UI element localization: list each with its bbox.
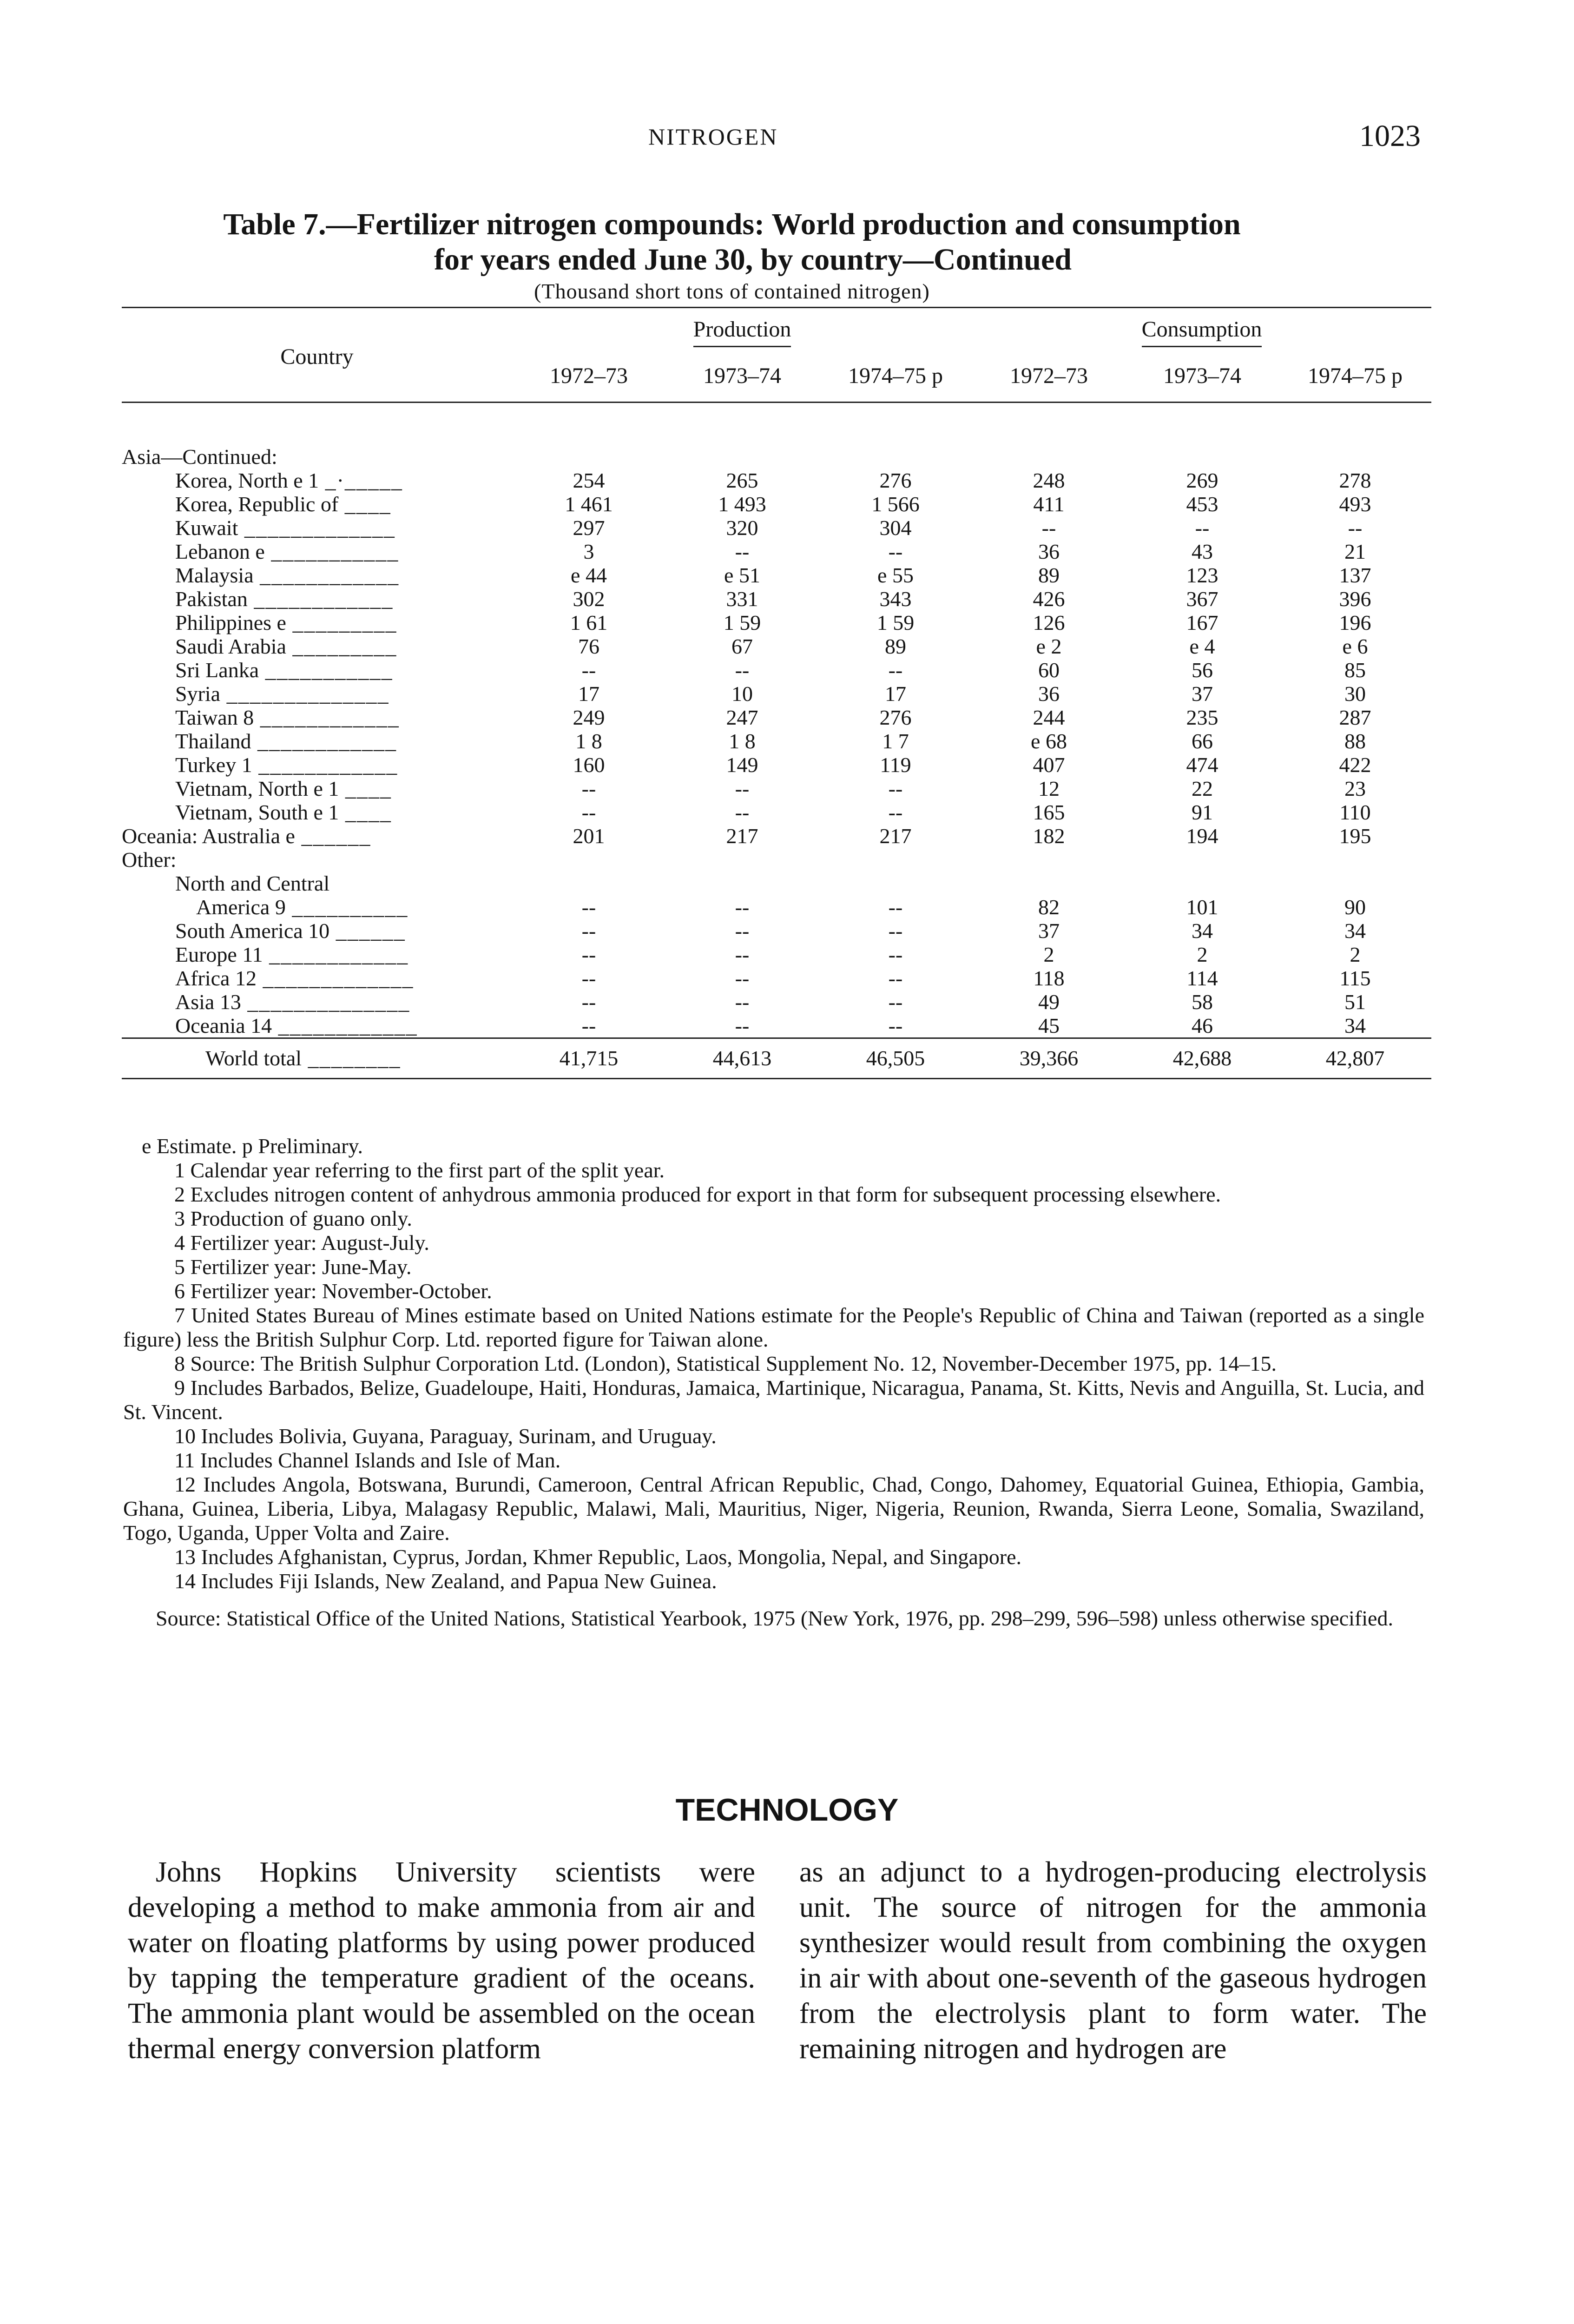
- value-cell: 278: [1339, 469, 1371, 492]
- table-body: [122, 403, 1431, 1079]
- dot-leader: _____________: [238, 516, 395, 540]
- body-column-right: as an adjunct to a hydrogen-producing electrolysis unit. The source of nitrogen for the ammonia synthesizer would result from combining the oxygen in air with about one-seventh of the gaseous hydrogen from the electrolysis plant to form water. The remaining nitrogen and hydrogen are: [799, 1856, 1427, 2065]
- value-cell: --: [735, 966, 750, 990]
- value-cell: [665, 872, 819, 895]
- value-cell: 2: [1350, 943, 1361, 966]
- value-cell: 49: [1038, 990, 1060, 1014]
- value-cell: 17: [885, 682, 906, 706]
- table-row: [122, 492, 1431, 516]
- table-row: [122, 919, 1431, 943]
- country-label: Sri Lanka: [175, 658, 259, 682]
- value-cell: 149: [726, 753, 758, 777]
- value-cell: 46,505: [819, 1038, 972, 1079]
- value-cell: 247: [726, 706, 758, 729]
- dot-leader: ____________: [253, 563, 400, 587]
- value-cell: 396: [1339, 587, 1371, 611]
- table-row: [122, 634, 1431, 658]
- table-row: [122, 1014, 1431, 1038]
- country-label: Asia 13: [175, 990, 241, 1014]
- value-cell: --: [735, 1014, 750, 1037]
- value-cell: 2: [1043, 943, 1054, 966]
- country-label: South America 10: [175, 919, 330, 943]
- country-cell: [122, 800, 512, 824]
- value-cell: [1126, 872, 1279, 895]
- value-cell: 1 461: [565, 492, 613, 516]
- value-cell: 182: [1033, 824, 1065, 848]
- group-label-row: [122, 848, 1431, 872]
- value-cell: --: [1348, 516, 1363, 540]
- table-row: [122, 753, 1431, 777]
- value-cell: --: [581, 777, 596, 800]
- value-cell: 249: [573, 706, 605, 729]
- value-cell: 34: [1344, 919, 1366, 943]
- country-cell: [122, 611, 512, 634]
- dot-leader: ____________: [263, 943, 409, 966]
- country-cell: [122, 587, 512, 611]
- value-cell: 254: [573, 469, 605, 492]
- table-row: [122, 777, 1431, 800]
- country-cell: [122, 943, 512, 966]
- value-cell: 36: [1038, 682, 1060, 706]
- country-label: Europe 11: [175, 943, 263, 966]
- table-row: [122, 516, 1431, 540]
- table-row: [122, 824, 1431, 848]
- value-cell: 42,688: [1126, 1038, 1279, 1079]
- value-cell: 37: [1192, 682, 1213, 706]
- value-cell: 195: [1339, 824, 1371, 848]
- country-label: America 9: [196, 895, 286, 919]
- dot-leader: _________: [286, 634, 397, 658]
- country-cell: [122, 469, 512, 492]
- value-cell: 407: [1033, 753, 1065, 777]
- value-cell: 137: [1339, 563, 1371, 587]
- dot-leader: ____________: [247, 587, 394, 611]
- footnote-13: 13 Includes Afghanistan, Cyprus, Jordan, Khmer Republic, Laos, Mongolia, Nepal, and Singapore.: [174, 1545, 1022, 1569]
- value-cell: 422: [1339, 753, 1371, 777]
- table-row: [122, 563, 1431, 587]
- footnote-11: 11 Includes Channel Islands and Isle of Man.: [174, 1448, 561, 1472]
- table-row: [122, 706, 1431, 729]
- country-cell: [122, 966, 512, 990]
- value-cell: 89: [1038, 563, 1060, 587]
- year-header: 1974–75 p: [1279, 352, 1431, 403]
- dot-leader: _________: [286, 611, 397, 634]
- value-cell: 76: [578, 634, 599, 658]
- value-cell: --: [1195, 516, 1210, 540]
- running-title: NITROGEN: [648, 124, 778, 150]
- value-cell: --: [888, 800, 903, 824]
- country-cell: [122, 872, 512, 895]
- table-row: [122, 611, 1431, 634]
- table-row: [122, 800, 1431, 824]
- value-cell: 474: [1186, 753, 1218, 777]
- section-heading: TECHNOLOGY: [675, 1792, 899, 1828]
- value-cell: --: [581, 943, 596, 966]
- value-cell: --: [735, 990, 750, 1014]
- country-cell: [122, 634, 512, 658]
- dot-leader: ____________: [252, 753, 398, 777]
- dot-leader: ____________: [251, 729, 397, 753]
- country-label: Malaysia: [175, 563, 254, 587]
- data-table: [122, 307, 1431, 1079]
- value-cell: --: [581, 800, 596, 824]
- value-cell: 91: [1192, 800, 1213, 824]
- consumption-header: Consumption: [1142, 317, 1262, 347]
- table-title-line-1: Table 7.—Fertilizer nitrogen compounds: World production and consumption: [223, 207, 1241, 241]
- footnote-10: 10 Includes Bolivia, Guyana, Paraguay, Surinam, and Uruguay.: [174, 1424, 717, 1448]
- value-cell: [1279, 872, 1431, 895]
- country-label: Saudi Arabia: [175, 634, 286, 658]
- value-cell: 453: [1186, 492, 1218, 516]
- value-cell: --: [581, 658, 596, 682]
- value-cell: --: [581, 966, 596, 990]
- country-label: Vietnam, North e 1: [175, 777, 339, 800]
- country-label: Kuwait: [175, 516, 238, 540]
- dot-leader: _·_____: [319, 469, 403, 492]
- value-cell: --: [888, 1014, 903, 1037]
- country-label: Oceania 14: [175, 1014, 272, 1037]
- value-cell: --: [1041, 516, 1056, 540]
- value-cell: --: [581, 990, 596, 1014]
- source-note: Source: Statistical Office of the United Nations, Statistical Yearbook, 1975 (New York, 1976, pp. 298–299, 596–598) unless otherwise specified.: [156, 1606, 1393, 1630]
- value-cell: --: [581, 1014, 596, 1037]
- country-cell: [122, 563, 512, 587]
- value-cell: 42,807: [1279, 1038, 1431, 1079]
- footnote-legend: e Estimate. p Preliminary.: [142, 1134, 363, 1158]
- value-cell: 165: [1033, 800, 1065, 824]
- value-cell: 276: [879, 469, 912, 492]
- dot-leader: ______: [329, 919, 406, 943]
- country-label: Korea, Republic of: [175, 492, 339, 516]
- page-number: 1023: [1359, 119, 1421, 153]
- body-column-left: Johns Hopkins University scientists were developing a method to make ammonia from air and water on floating platforms by using power produced by tapping the temperature gradient of the oceans. The ammonia plant would be assembled on the ocean thermal energy conversion platform: [128, 1856, 755, 2065]
- table-row: [122, 658, 1431, 682]
- value-cell: --: [888, 895, 903, 919]
- value-cell: 1 8: [729, 729, 756, 753]
- country-cell: [122, 919, 512, 943]
- dot-leader: ____________: [254, 706, 400, 729]
- country-cell: [122, 753, 512, 777]
- country-label: Lebanon e: [175, 540, 265, 563]
- value-cell: --: [735, 895, 750, 919]
- table-row: [122, 966, 1431, 990]
- value-cell: 34: [1192, 919, 1213, 943]
- value-cell: --: [735, 777, 750, 800]
- value-cell: 304: [879, 516, 912, 540]
- value-cell: 244: [1033, 706, 1065, 729]
- table-row: [122, 682, 1431, 706]
- country-label: Philippines e: [175, 611, 286, 634]
- value-cell: 235: [1186, 706, 1218, 729]
- footnotes: [123, 1134, 1424, 1631]
- table-row: [122, 943, 1431, 966]
- country-cell: [122, 682, 512, 706]
- value-cell: --: [888, 966, 903, 990]
- value-cell: 1 59: [723, 611, 761, 634]
- value-cell: 160: [573, 753, 605, 777]
- value-cell: e 55: [877, 563, 914, 587]
- country-cell: [122, 729, 512, 753]
- value-cell: 46: [1192, 1014, 1213, 1037]
- value-cell: 89: [885, 634, 906, 658]
- value-cell: 119: [880, 753, 911, 777]
- value-cell: 45: [1038, 1014, 1060, 1037]
- value-cell: 21: [1344, 540, 1366, 563]
- value-cell: [819, 872, 972, 895]
- value-cell: 88: [1344, 729, 1366, 753]
- production-header: Production: [693, 317, 791, 347]
- value-cell: 276: [879, 706, 912, 729]
- value-cell: 118: [1033, 966, 1065, 990]
- country-label: Vietnam, South e 1: [175, 800, 339, 824]
- value-cell: [512, 872, 665, 895]
- group-label: Other:: [122, 848, 177, 872]
- table-title-line-2: for years ended June 30, by country—Continued: [434, 243, 1072, 277]
- value-cell: 331: [726, 587, 758, 611]
- value-cell: 167: [1186, 611, 1218, 634]
- value-cell: 194: [1186, 824, 1218, 848]
- country-label: Pakistan: [175, 587, 248, 611]
- dot-leader: ____: [339, 800, 392, 824]
- value-cell: --: [735, 943, 750, 966]
- value-cell: 411: [1033, 492, 1065, 516]
- dot-leader: ______________: [241, 990, 410, 1014]
- value-cell: 12: [1038, 777, 1060, 800]
- country-cell: [122, 658, 512, 682]
- country-cell: [122, 824, 512, 848]
- value-cell: --: [888, 777, 903, 800]
- value-cell: 115: [1339, 966, 1371, 990]
- country-cell: [122, 895, 512, 919]
- country-label: Africa 12: [175, 966, 257, 990]
- footnote-1: 1 Calendar year referring to the first part of the split year.: [174, 1158, 665, 1182]
- footnote-12: 12 Includes Angola, Botswana, Burundi, Cameroon, Central African Republic, Chad, Congo, Dahomey, Equatorial Guinea, Ethiopia, Gambia, Ghana, Guinea, Liberia, Libya, Malagasy Republic, Malawi, Mali, Mauritius, Niger, Nigeria, Reunion, Rwanda, Sierra Leone, Somalia, Swaziland, Togo, Uganda, Upper Volta and Zaire.: [123, 1472, 1424, 1545]
- footnote-9: 9 Includes Barbados, Belize, Guadeloupe, Haiti, Honduras, Jamaica, Martinique, Nicaragua, Panama, St. Kitts, Nevis and Anguilla, St. Lucia, and St. Vincent.: [123, 1376, 1424, 1424]
- value-cell: 10: [731, 682, 753, 706]
- year-header: 1972–73: [972, 352, 1126, 403]
- value-cell: e 68: [1031, 729, 1067, 753]
- value-cell: 58: [1192, 990, 1213, 1014]
- country-cell: [122, 516, 512, 540]
- value-cell: 90: [1344, 895, 1366, 919]
- value-cell: 217: [879, 824, 912, 848]
- value-cell: 217: [726, 824, 758, 848]
- value-cell: --: [888, 540, 903, 563]
- value-cell: 51: [1344, 990, 1366, 1014]
- group-label-row: [122, 445, 1431, 469]
- value-cell: 287: [1339, 706, 1371, 729]
- value-cell: 39,366: [972, 1038, 1126, 1079]
- value-cell: 297: [573, 516, 605, 540]
- table-row: [122, 587, 1431, 611]
- value-cell: 343: [879, 587, 912, 611]
- table-row: [122, 895, 1431, 919]
- value-cell: 1 566: [871, 492, 920, 516]
- group-label: Asia—Continued:: [122, 445, 277, 469]
- table-row: [122, 729, 1431, 753]
- value-cell: [972, 872, 1126, 895]
- footnote-8: 8 Source: The British Sulphur Corporation Ltd. (London), Statistical Supplement No. 12, November-December 1975, pp. 14–15.: [174, 1352, 1277, 1375]
- fertilizer-table: [122, 307, 1431, 1079]
- value-cell: 110: [1339, 800, 1371, 824]
- country-label: World total: [205, 1046, 302, 1070]
- table-caption: [116, 207, 1348, 305]
- value-cell: 265: [726, 469, 758, 492]
- footnote-5: 5 Fertilizer year: June-May.: [174, 1255, 412, 1279]
- value-cell: 493: [1339, 492, 1371, 516]
- value-cell: 23: [1344, 777, 1366, 800]
- running-head: [0, 119, 1574, 156]
- table-row: [122, 990, 1431, 1014]
- value-cell: 34: [1344, 1014, 1366, 1037]
- value-cell: 85: [1344, 658, 1366, 682]
- value-cell: e 2: [1036, 634, 1062, 658]
- country-cell: [122, 706, 512, 729]
- country-label: Korea, North e 1: [175, 469, 319, 492]
- value-cell: 67: [731, 634, 753, 658]
- dot-leader: ____: [339, 777, 392, 800]
- value-cell: 22: [1192, 777, 1213, 800]
- country-label: Thailand: [175, 729, 251, 753]
- value-cell: --: [888, 943, 903, 966]
- value-cell: --: [581, 919, 596, 943]
- dot-leader: ____________: [272, 1014, 418, 1037]
- value-cell: 36: [1038, 540, 1060, 563]
- value-cell: --: [735, 540, 750, 563]
- value-cell: 320: [726, 516, 758, 540]
- footnote-2: 2 Excludes nitrogen content of anhydrous ammonia produced for export in that form for subsequent processing elsewhere.: [174, 1182, 1221, 1206]
- value-cell: 1 493: [718, 492, 766, 516]
- value-cell: 66: [1192, 729, 1213, 753]
- dot-leader: ______________: [220, 682, 389, 706]
- value-cell: --: [735, 800, 750, 824]
- footnote-7: 7 United States Bureau of Mines estimate based on United Nations estimate for the People's Republic of China and Taiwan (reported as a single figure) less the British Sulphur Corp. Ltd. reported figure for Taiwan alone.: [123, 1303, 1424, 1351]
- dot-leader: ___________: [259, 658, 393, 682]
- country-label: Taiwan 8: [175, 706, 254, 729]
- value-cell: 44,613: [665, 1038, 819, 1079]
- country-cell: [122, 990, 512, 1014]
- value-cell: e 4: [1189, 634, 1215, 658]
- table-units: (Thousand short tons of contained nitrogen): [534, 279, 930, 303]
- footnote-14: 14 Includes Fiji Islands, New Zealand, and Papua New Guinea.: [174, 1569, 717, 1593]
- value-cell: 248: [1033, 469, 1065, 492]
- country-cell: [122, 540, 512, 563]
- value-cell: 269: [1186, 469, 1218, 492]
- value-cell: 3: [583, 540, 594, 563]
- value-cell: --: [888, 990, 903, 1014]
- footnote-3: 3 Production of guano only.: [174, 1207, 412, 1230]
- country-label: North and Central: [175, 872, 330, 895]
- value-cell: 41,715: [512, 1038, 665, 1079]
- dot-leader: ________: [302, 1046, 401, 1070]
- value-cell: 1 59: [876, 611, 915, 634]
- value-cell: --: [888, 919, 903, 943]
- year-header: 1973–74: [665, 352, 819, 403]
- country-label: Oceania: Australia e: [122, 824, 295, 848]
- value-cell: 43: [1192, 540, 1213, 563]
- value-cell: 17: [578, 682, 599, 706]
- value-cell: 123: [1186, 563, 1218, 587]
- value-cell: --: [888, 658, 903, 682]
- value-cell: 1 7: [882, 729, 909, 753]
- value-cell: 2: [1197, 943, 1208, 966]
- value-cell: e 6: [1342, 634, 1368, 658]
- country-cell: [122, 1038, 512, 1079]
- value-cell: 196: [1339, 611, 1371, 634]
- country-label: Turkey 1: [175, 753, 252, 777]
- table-row: [122, 540, 1431, 563]
- value-cell: 126: [1033, 611, 1065, 634]
- country-cell: [122, 777, 512, 800]
- total-row: [122, 1038, 1431, 1079]
- footnote-6: 6 Fertilizer year: November-October.: [174, 1279, 492, 1303]
- value-cell: 302: [573, 587, 605, 611]
- value-cell: --: [735, 658, 750, 682]
- value-cell: 37: [1038, 919, 1060, 943]
- value-cell: 201: [573, 824, 605, 848]
- value-cell: --: [735, 919, 750, 943]
- value-cell: 1 8: [575, 729, 602, 753]
- value-cell: 367: [1186, 587, 1218, 611]
- dot-leader: ____: [338, 492, 391, 516]
- country-label: Syria: [175, 682, 221, 706]
- country-cell: [122, 492, 512, 516]
- value-cell: e 51: [724, 563, 760, 587]
- value-cell: --: [581, 895, 596, 919]
- value-cell: 1 61: [570, 611, 608, 634]
- footnote-4: 4 Fertilizer year: August-July.: [174, 1231, 429, 1254]
- value-cell: 114: [1186, 966, 1218, 990]
- value-cell: 30: [1344, 682, 1366, 706]
- table-row: [122, 469, 1431, 492]
- dot-leader: _____________: [256, 966, 414, 990]
- country-cell: [122, 1014, 512, 1038]
- value-cell: e 44: [571, 563, 607, 587]
- dot-leader: ___________: [264, 540, 399, 563]
- year-header: 1974–75 p: [819, 352, 972, 403]
- dot-leader: __________: [285, 895, 408, 919]
- year-header: 1972–73: [512, 352, 665, 403]
- dot-leader: ______: [295, 824, 371, 848]
- year-header: 1973–74: [1126, 352, 1279, 403]
- value-cell: 101: [1186, 895, 1218, 919]
- value-cell: 60: [1038, 658, 1060, 682]
- table-row: [122, 872, 1431, 895]
- value-cell: 82: [1038, 895, 1060, 919]
- value-cell: 426: [1033, 587, 1065, 611]
- value-cell: 56: [1192, 658, 1213, 682]
- country-header: Country: [122, 308, 512, 403]
